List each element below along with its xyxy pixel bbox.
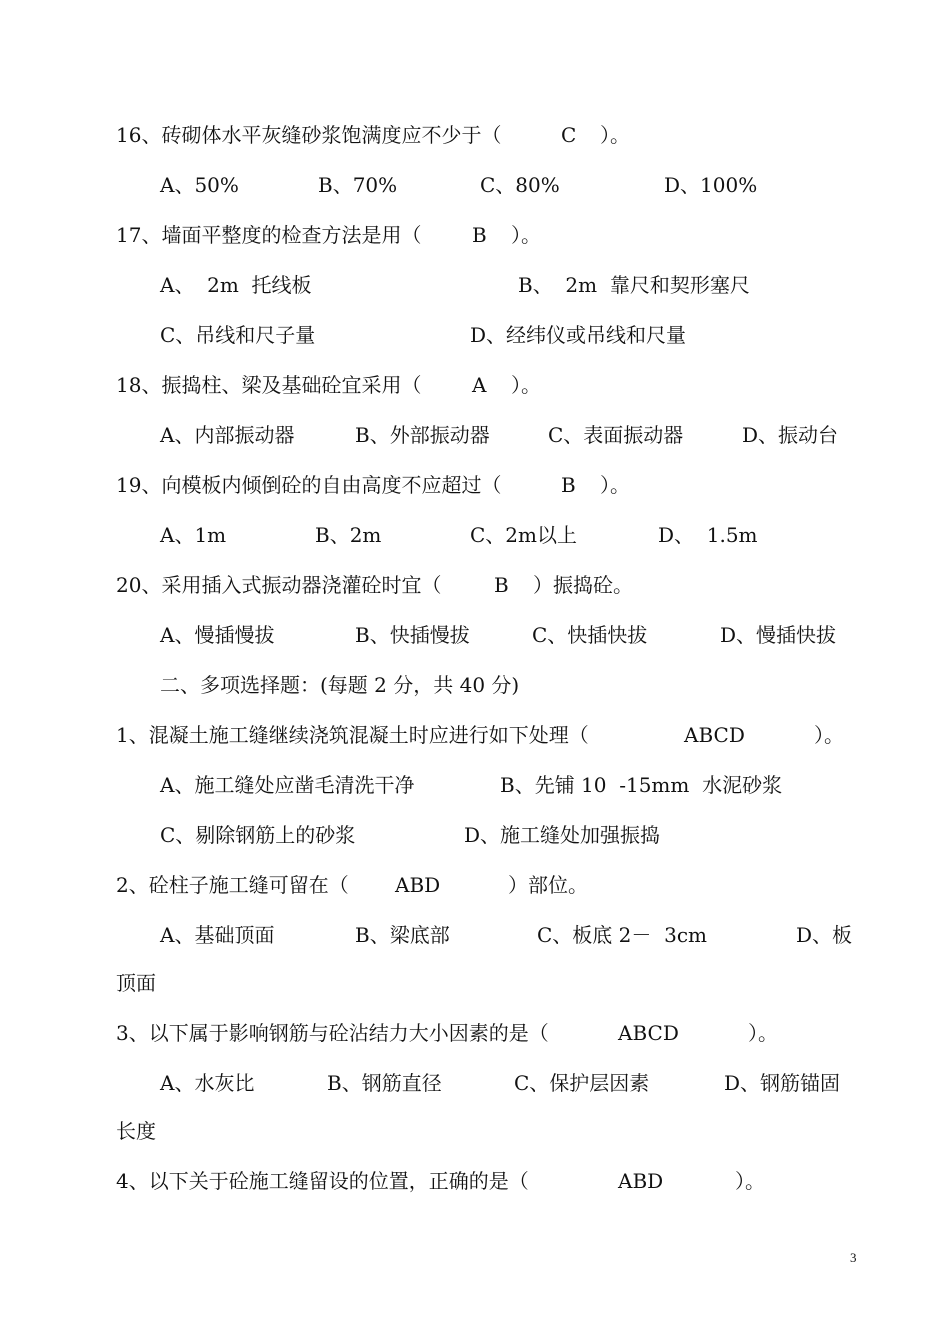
section-heading: [0, 668, 950, 702]
option-a: A、基础顶面: [160, 923, 275, 947]
question-18: [0, 368, 950, 402]
question-stem: 2、砼柱子施工缝可留在（: [116, 873, 349, 897]
options-16: [0, 168, 950, 202]
multi-question-1: [0, 718, 950, 752]
options-20: [0, 618, 950, 652]
options-17-row2: [0, 318, 950, 352]
question-tail: ）。: [600, 123, 630, 147]
option-a: A、慢插慢拔: [160, 623, 275, 647]
option-d-continued: 顶面: [116, 971, 156, 995]
answer-text: ABCD: [618, 1021, 679, 1045]
multi-options-2: [0, 918, 950, 952]
option-b: B、 2m 靠尺和契形塞尺: [518, 273, 750, 297]
question-tail: ）部位。: [508, 873, 588, 897]
question-19: [0, 468, 950, 502]
multi-options-1-row1: [0, 768, 950, 802]
option-b: B、2m: [315, 523, 382, 547]
multi-question-4: [0, 1164, 950, 1198]
option-a: A、施工缝处应凿毛清洗干净: [160, 773, 415, 797]
options-17-row1: [0, 268, 950, 302]
option-c: C、保护层因素: [514, 1071, 650, 1095]
option-b: B、快插慢拔: [355, 623, 470, 647]
answer-text: ABD: [618, 1169, 664, 1193]
option-c: C、吊线和尺子量: [160, 323, 316, 347]
option-b: B、钢筋直径: [327, 1071, 442, 1095]
multi-options-3-wrap: [0, 1114, 950, 1148]
question-17: [0, 218, 950, 252]
option-c: C、表面振动器: [548, 423, 684, 447]
answer-text: B: [561, 473, 576, 497]
section-title: 二、多项选择题：(每题 2 分，共 40 分): [160, 673, 520, 697]
question-tail: ）。: [814, 723, 844, 747]
option-d-continued: 长度: [116, 1119, 156, 1143]
option-b: B、外部振动器: [355, 423, 490, 447]
question-stem: 18、振捣柱、梁及基础砼宜采用（: [116, 373, 422, 397]
question-tail: ）。: [511, 373, 541, 397]
option-a: A、内部振动器: [160, 423, 295, 447]
option-a: A、 2m 托线板: [160, 273, 312, 297]
multi-options-2-wrap: [0, 966, 950, 1000]
options-18: [0, 418, 950, 452]
question-stem: 19、向模板内倾倒砼的自由高度不应超过（: [116, 473, 502, 497]
option-c: C、剔除钢筋上的砂浆: [160, 823, 356, 847]
multi-question-2: [0, 868, 950, 902]
question-16: [0, 118, 950, 152]
option-b: B、70%: [318, 173, 398, 197]
option-a: A、水灰比: [160, 1071, 255, 1095]
question-tail: ）。: [735, 1169, 765, 1193]
option-d: D、 1.5m: [658, 523, 758, 547]
answer-text: B: [494, 573, 509, 597]
question-stem: 16、砖砌体水平灰缝砂浆饱满度应不少于（: [116, 123, 502, 147]
options-19: [0, 518, 950, 552]
multi-question-3: [0, 1016, 950, 1050]
question-tail: ）。: [748, 1021, 778, 1045]
option-c: C、80%: [480, 173, 560, 197]
question-stem: 20、采用插入式振动器浇灌砼时宜（: [116, 573, 442, 597]
option-c: C、2m以上: [470, 523, 577, 547]
question-stem: 4、以下关于砼施工缝留设的位置，正确的是（: [116, 1169, 529, 1193]
option-d: D、经纬仪或吊线和尺量: [470, 323, 687, 347]
answer-text: B: [472, 223, 487, 247]
multi-options-3: [0, 1066, 950, 1100]
question-stem: 3、以下属于影响钢筋与砼沾结力大小因素的是（: [116, 1021, 549, 1045]
option-b: B、先铺 10 -15mm 水泥砂浆: [500, 773, 783, 797]
question-stem: 1、混凝土施工缝继续浇筑混凝土时应进行如下处理（: [116, 723, 589, 747]
option-a: A、1m: [160, 523, 227, 547]
option-b: B、梁底部: [355, 923, 450, 947]
option-a: A、50%: [160, 173, 239, 197]
answer-text: A: [472, 373, 487, 397]
question-20: [0, 568, 950, 602]
page-number: 3: [850, 1250, 857, 1265]
option-c: C、快插快拔: [532, 623, 648, 647]
multi-options-1-row2: [0, 818, 950, 852]
option-c: C、板底 2－ 3cm: [537, 923, 707, 947]
option-d: D、钢筋锚固: [724, 1071, 841, 1095]
question-stem: 17、墙面平整度的检查方法是用（: [116, 223, 422, 247]
answer-text: ABCD: [684, 723, 745, 747]
option-d: D、板: [796, 923, 853, 947]
option-d: D、慢插快拔: [720, 623, 837, 647]
option-d: D、100%: [664, 173, 758, 197]
question-tail: ）。: [511, 223, 541, 247]
question-tail: ）振捣砼。: [533, 573, 633, 597]
option-d: D、振动台: [742, 423, 839, 447]
answer-text: ABD: [395, 873, 441, 897]
question-tail: ）。: [600, 473, 630, 497]
option-d: D、施工缝处加强振捣: [464, 823, 661, 847]
answer-text: C: [561, 123, 577, 147]
